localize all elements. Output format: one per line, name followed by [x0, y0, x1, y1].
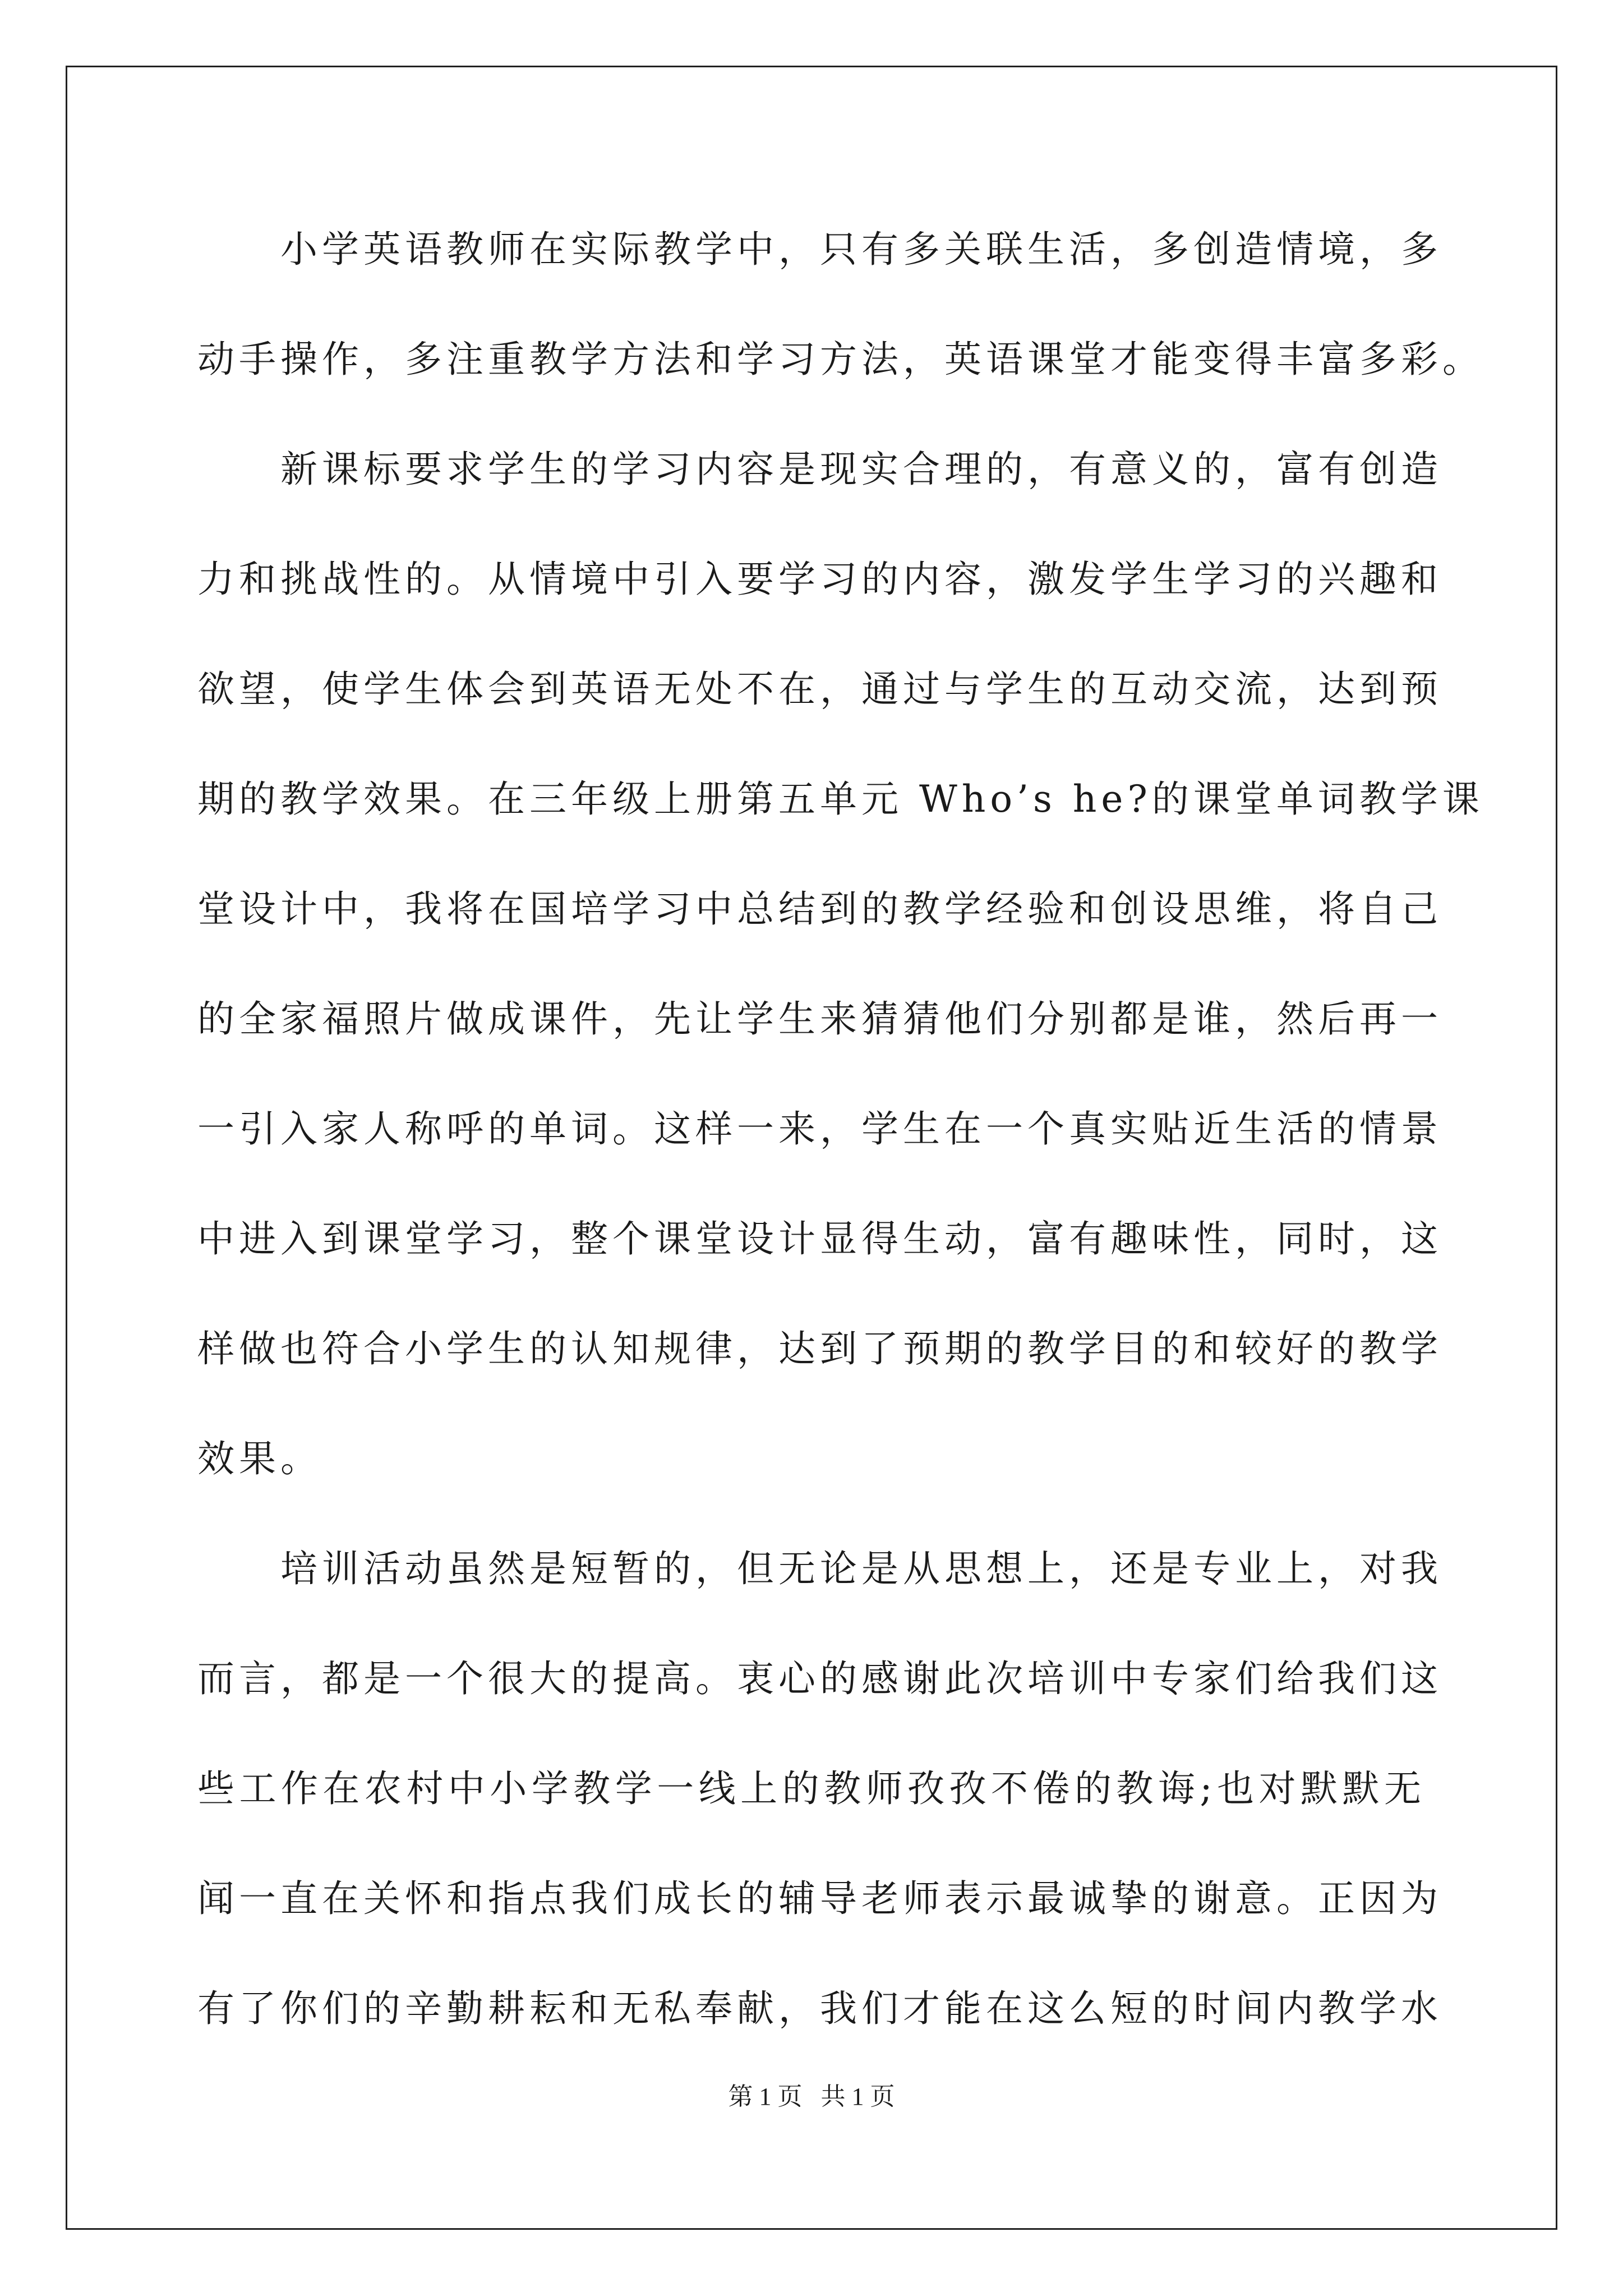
paragraph-2-line-8: 中进入到课堂学习，整个课堂设计显得生动，富有趣味性，同时，这 [197, 1217, 1442, 1260]
page-number: 第 1 页 [728, 2083, 803, 2110]
paragraph-2-line-2: 力和挑战性的。从情境中引入要学习的内容，激发学生学习的兴趣和 [197, 558, 1442, 601]
page-total: 共 1 页 [820, 2083, 895, 2110]
paragraph-3-line-1: 培训活动虽然是短暂的，但无论是从思想上，还是专业上，对我 [280, 1547, 1442, 1590]
paragraph-2-line-1: 新课标要求学生的学习内容是现实合理的，有意义的，富有创造 [280, 448, 1442, 491]
paragraph-2-line-6: 的全家福照片做成课件，先让学生来猜猜他们分别都是谁，然后再一 [197, 997, 1442, 1041]
footer-gap [803, 2083, 821, 2110]
paragraph-2-line-10: 效果。 [197, 1437, 322, 1480]
paragraph-2-line-4: 期的教学效果。在三年级上册第五单元 Who’s he?的课堂单词教学课 [197, 777, 1484, 821]
paragraph-1-line-1: 小学英语教师在实际教学中，只有多关联生活，多创造情境，多 [280, 228, 1442, 271]
paragraph-3-line-2: 而言，都是一个很大的提高。衷心的感谢此次培训中专家们给我们这 [197, 1657, 1442, 1700]
paragraph-2-line-5: 堂设计中，我将在国培学习中总结到的教学经验和创设思维，将自己 [197, 887, 1442, 931]
paragraph-1-line-2: 动手操作，多注重教学方法和学习方法，英语课堂才能变得丰富多彩。 [197, 338, 1484, 381]
page-footer [0, 2080, 1623, 2114]
paragraph-2-line-7: 一引入家人称呼的单词。这样一来，学生在一个真实贴近生活的情景 [197, 1107, 1442, 1151]
paragraph-2-line-3: 欲望，使学生体会到英语无处不在，通过与学生的互动交流，达到预 [197, 668, 1442, 711]
paragraph-3-line-3: 些工作在农村中小学教学一线上的教师孜孜不倦的教诲;也对默默无 [197, 1767, 1426, 1810]
paragraph-3-line-5: 有了你们的辛勤耕耘和无私奉献，我们才能在这么短的时间内教学水 [197, 1987, 1442, 2030]
paragraph-2-line-9: 样做也符合小学生的认知规律，达到了预期的教学目的和较好的教学 [197, 1327, 1442, 1370]
paragraph-3-line-4: 闻一直在关怀和指点我们成长的辅导老师表示最诚挚的谢意。正因为 [197, 1877, 1442, 1920]
